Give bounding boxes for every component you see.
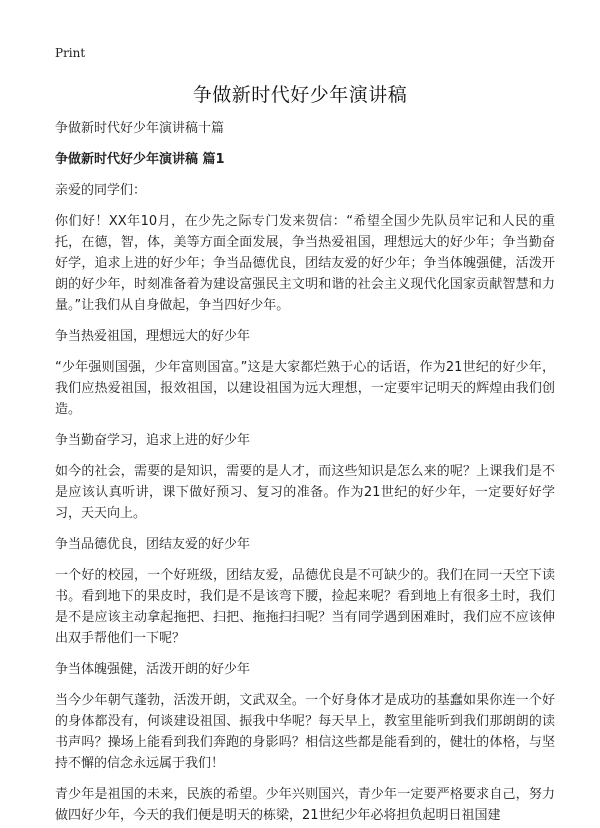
paragraph-character: 一个好的校园，一个好班级，团结友爱，品德优良是不可缺少的。我们在同一天空下读书。看到地下的果皮时，我们是不是该弯下腰，捡起来呢？看到地上有很多土时，我们是不是应该主动拿起拖把、扫把、拖拖扫扫呢？当有同学遇到困难时，我们应不应该伸出双手帮他们一下呢？ [55, 568, 555, 646]
heading-study: 争当勤奋学习，追求上进的好少年 [55, 433, 251, 448]
paragraph-study: 如今的社会，需要的是知识，需要的是人才，而这些知识是怎么来的呢？上课我们是不是应该认真听讲，课下做好预习、复习的准备。作为21世纪的好少年，一定要好好学习，天天向上。 [55, 464, 555, 521]
paragraph-patriotism: “少年强则国强，少年富则国富。”这是大家都烂熟于心的话语，作为21世纪的好少年，我们应热爱祖国，报效祖国，以建设祖国为远大理想，一定要牢记明天的辉煌由我们创造。 [55, 360, 555, 417]
heading-patriotism: 争当热爱祖国，理想远大的好少年 [55, 329, 251, 344]
section-heading: 争做新时代好少年演讲稿 篇1 [55, 152, 225, 167]
greeting: 亲爱的同学们： [55, 183, 147, 198]
intro-paragraph: 你们好！XX年10月，在少先之际专门发来贺信：“希望全国少先队员牢记和人民的重托，在德，智，体，美等方面全面发展，争当热爱祖国，理想远大的好少年；争当勤奋好学，追求上进的好少年；争当品德优良，团结友爱的好少年；争当体魄强健，活泼开朗的好少年，时刻准备着为建设富强民主文明和谐的社会主义现代化国家贡献智慧和力量。”让我们从自身做起，争当四好少年。 [55, 214, 555, 313]
paragraph-closing: 青少年是祖国的未来，民族的希望。少年兴则国兴，青少年一定要严格要求自己，努力做四好少年，今天的我们便是明天的栋梁，21世纪少年必将担负起明日祖国建 [55, 787, 555, 823]
print-link[interactable]: Print [55, 46, 86, 60]
heading-fitness: 争当体魄强健，活泼开朗的好少年 [55, 662, 251, 677]
paragraph-fitness: 当今少年朝气蓬勃，活泼开朗，文武双全。一个好身体才是成功的基蠢如果你连一个好的身体都没有，何谈建设祖国、振我中华呢？每天早上，教室里能听到我们那朗朗的读书声吗？操场上能看到我们奔跑的身影吗？相信这些都是能看到的，健壮的体格，与坚持不懈的信念永远属于我们！ [55, 693, 555, 771]
document-subtitle: 争做新时代好少年演讲稿十篇 [55, 121, 225, 136]
document-title: 争做新时代好少年演讲稿 [192, 84, 408, 106]
heading-character: 争当品德优良，团结友爱的好少年 [55, 537, 251, 552]
document-body [55, 118, 555, 828]
